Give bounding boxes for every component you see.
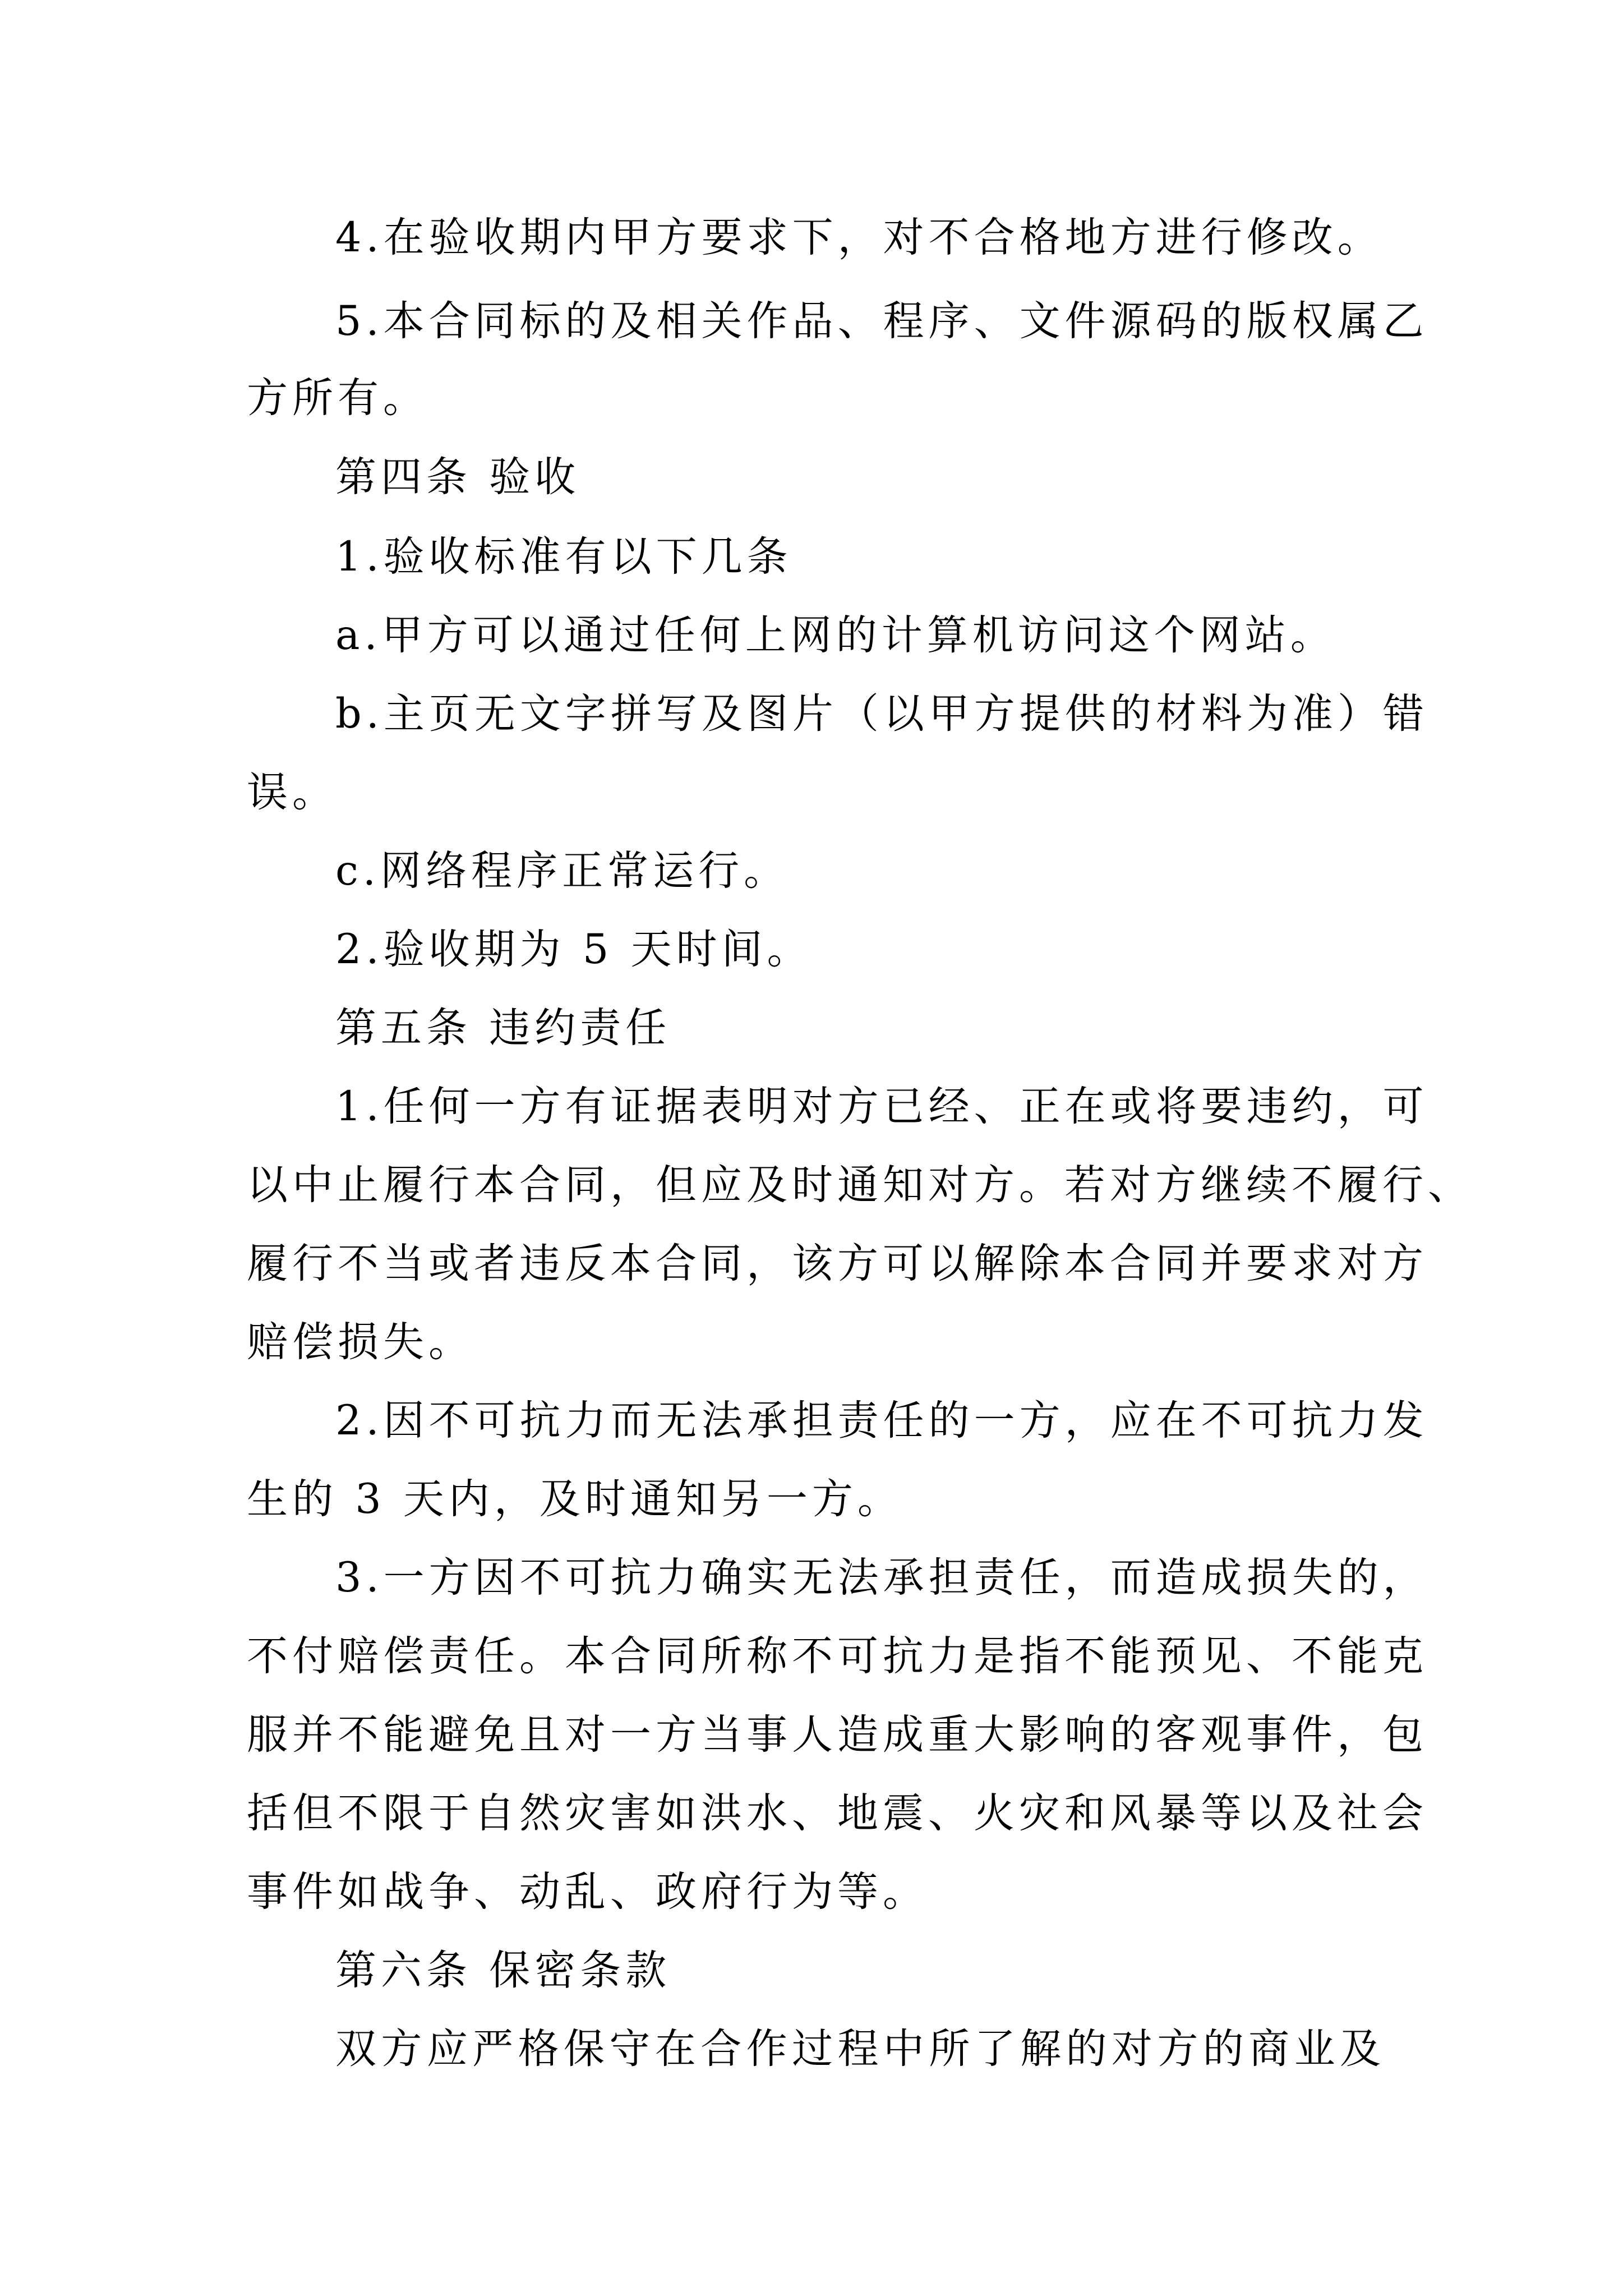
clause-4-item-c: c.网络程序正常运行。: [335, 847, 790, 895]
clause-3-item-4: 4.在验收期内甲方要求下，对不合格地方进行修改。: [335, 214, 1383, 261]
clause-4-item-a: a.甲方可以通过任何上网的计算机访问这个网站。: [335, 611, 1336, 659]
clause-4-item-b: b.主页无文字拼写及图片（以甲方提供的材料为准）错: [335, 690, 1428, 738]
clause-4-heading: 第四条 验收: [335, 453, 580, 501]
clause-5-item-3-line-2: 不付赔偿责任。本合同所称不可抗力是指不能预见、不能克: [247, 1632, 1428, 1680]
clause-5-item-3-line-3: 服并不能避免且对一方当事人造成重大影响的客观事件，包: [247, 1711, 1428, 1759]
clause-6-paragraph: 双方应严格保守在合作过程中所了解的对方的商业及: [335, 2025, 1385, 2073]
clause-5-item-3: 3.一方因不可抗力确实无法承担责任，而造成损失的，: [335, 1554, 1428, 1602]
clause-5-item-1-line-2: 以中止履行本合同，但应及时通知对方。若对方继续不履行、: [247, 1161, 1473, 1209]
clause-5-item-1-line-3: 履行不当或者违反本合同，该方可以解除本合同并要求对方: [247, 1240, 1428, 1287]
clause-5-item-2-line-2: 生的 3 天内，及时通知另一方。: [247, 1475, 903, 1523]
clause-3-item-5-cont: 方所有。: [247, 374, 428, 422]
clause-4-item-b-cont: 误。: [247, 769, 338, 816]
contract-page: [247, 0, 1473, 2296]
clause-4-item-1: 1.验收标准有以下几条: [335, 533, 792, 581]
clause-5-item-2: 2.因不可抗力而无法承担责任的一方，应在不可抗力发: [335, 1397, 1428, 1444]
clause-4-item-2: 2.验收期为 5 天时间。: [335, 926, 813, 973]
clause-5-heading: 第五条 违约责任: [335, 1004, 671, 1052]
clause-5-item-1: 1.任何一方有证据表明对方已经、正在或将要违约，可: [335, 1083, 1428, 1130]
clause-5-item-1-line-4: 赔偿损失。: [247, 1318, 474, 1366]
clause-5-item-3-line-5: 事件如战争、动乱、政府行为等。: [247, 1868, 928, 1916]
clause-5-item-3-line-4: 括但不限于自然灾害如洪水、地震、火灾和风暴等以及社会: [247, 1789, 1428, 1837]
clause-6-heading: 第六条 保密条款: [335, 1947, 671, 1994]
clause-3-item-5: 5.本合同标的及相关作品、程序、文件源码的版权属乙: [335, 297, 1428, 345]
